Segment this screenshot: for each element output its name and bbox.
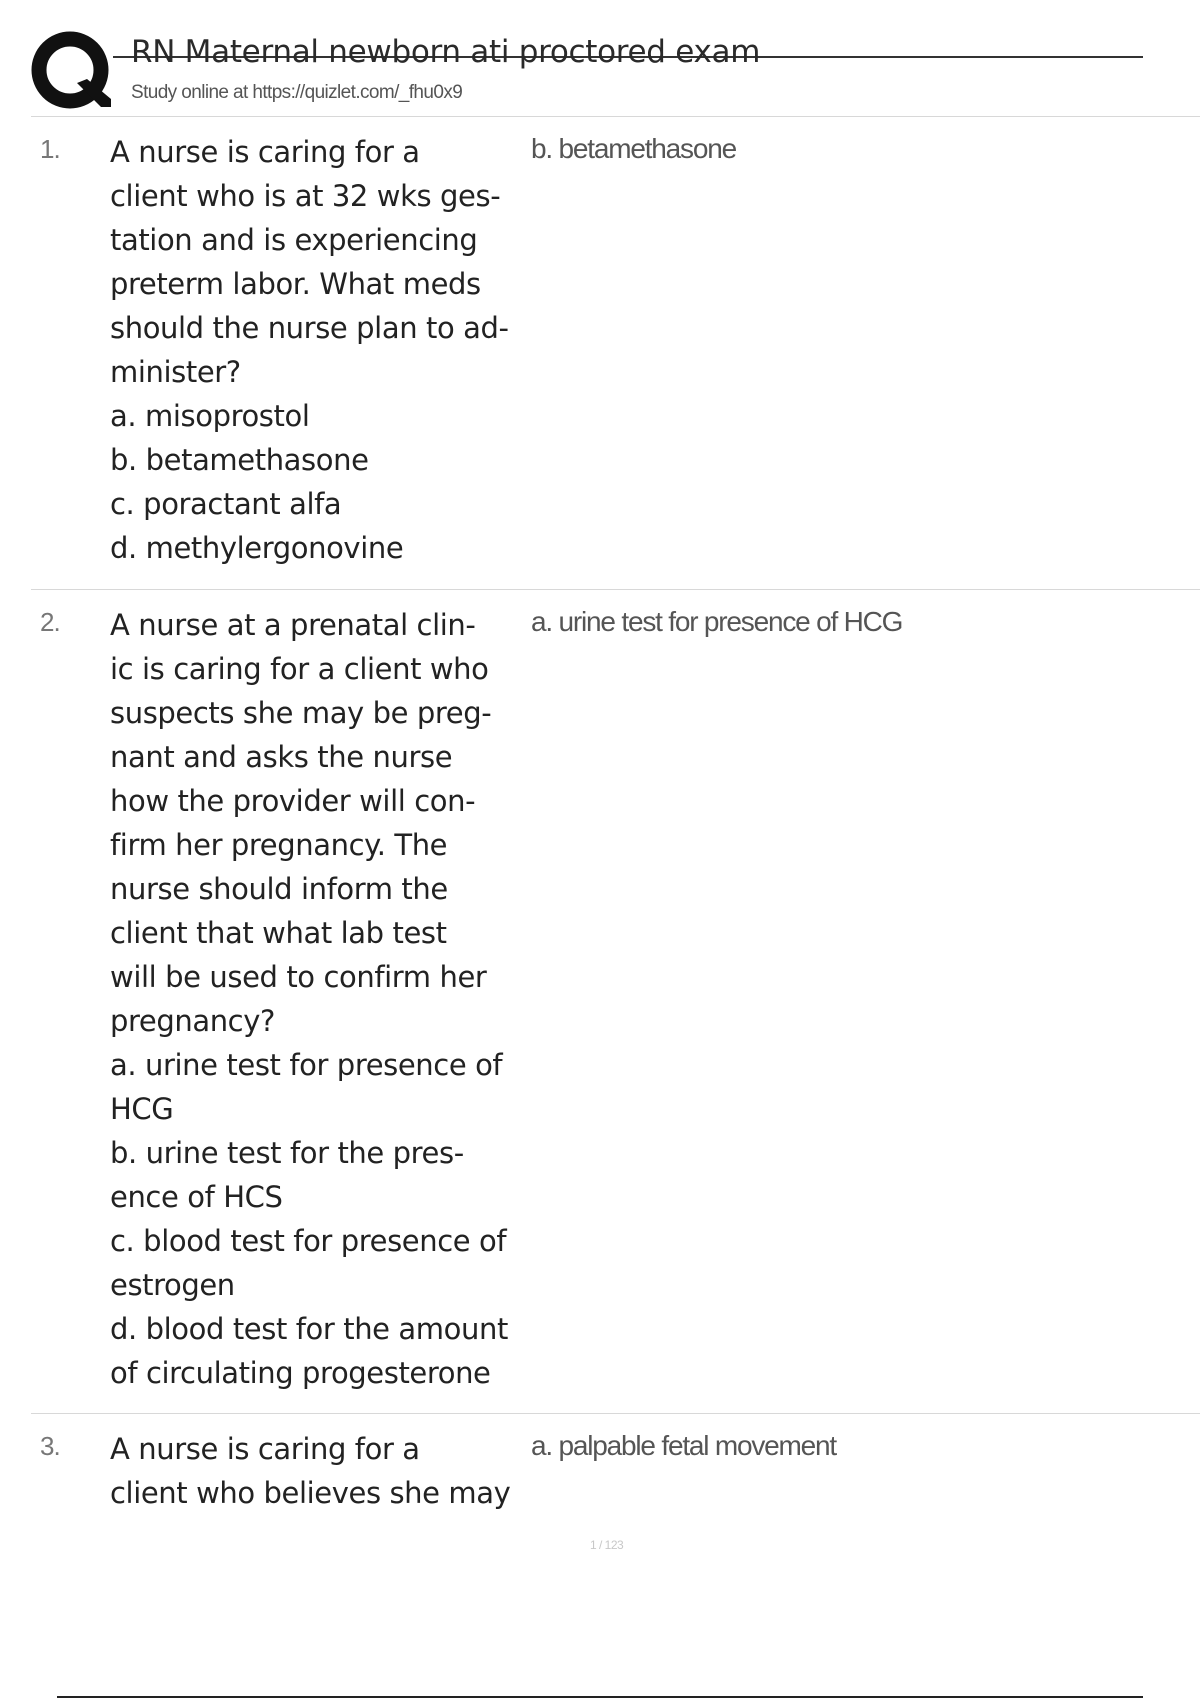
page-number: 1 / 123: [590, 1538, 624, 1552]
quizlet-logo-icon: [31, 31, 113, 113]
card-answer: b. betamethasone: [531, 133, 736, 164]
card-question: A nurse at a prenatal clin- ic is caring for a client who suspects she may be preg- nant and asks the nurse how the provider will con- firm her pregnancy. The nurse should inform the client that what lab test will be used to confirm her pregnancy? a. urine test for presence of HCG b. urine test for the pres- ence of HCS c. blood test for presence of estrogen d. blood test for the amount of circulating progesterone: [110, 608, 508, 1390]
card-number: 2.: [40, 607, 60, 637]
document-title: RN Maternal newborn ati proctored exam: [131, 34, 761, 70]
footer-divider: [57, 1696, 1143, 1698]
header-divider: [31, 116, 1200, 117]
study-online-link[interactable]: Study online at https://quizlet.com/_fhu0x9: [131, 82, 463, 103]
card-question: A nurse is caring for a client who is at 32 wks ges- tation and is experiencing preterm labor. What meds should the nurse plan to ad- minister? a. misoprostol b. betamethasone c. poractant alfa d. methylergonovine: [110, 135, 509, 565]
card-divider: [31, 1413, 1200, 1414]
card-answer: a. urine test for presence of HCG: [531, 606, 903, 637]
card-divider: [31, 589, 1200, 590]
card-answer: a. palpable fetal movement: [531, 1430, 837, 1461]
card-question: A nurse is caring for a client who believes she may: [110, 1432, 511, 1510]
card-number: 3.: [40, 1431, 60, 1461]
card-number: 1.: [40, 134, 60, 164]
